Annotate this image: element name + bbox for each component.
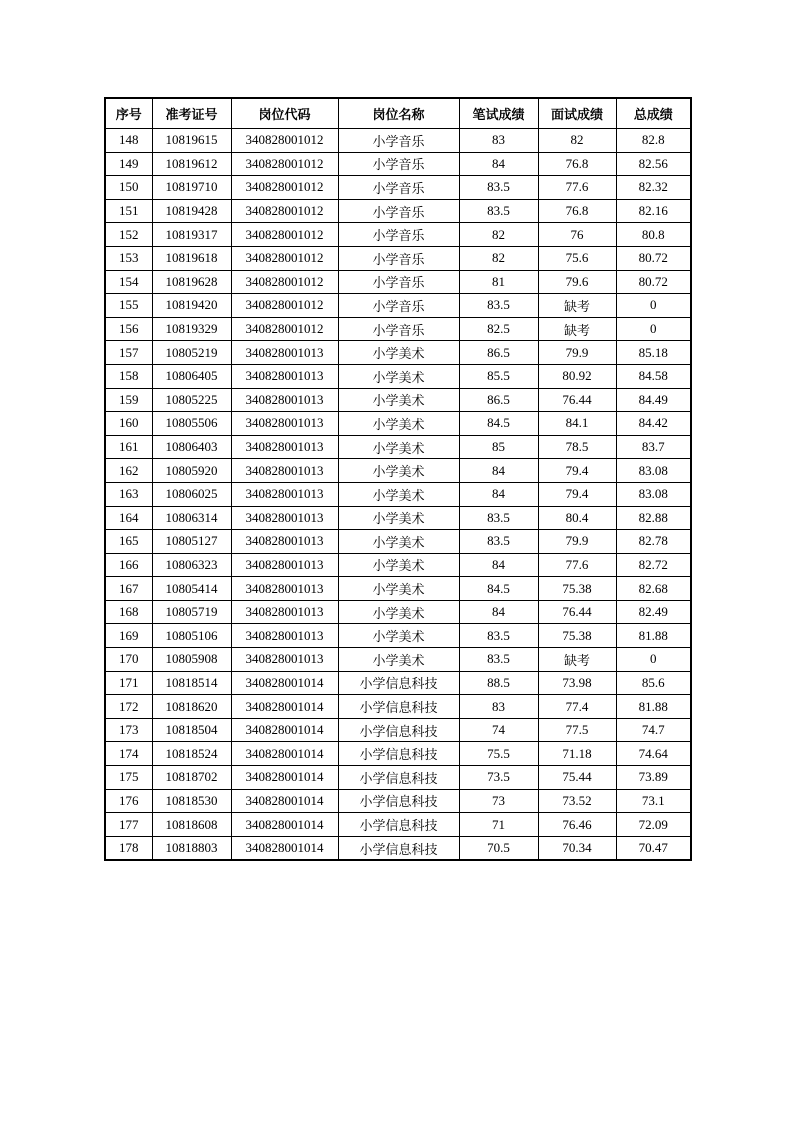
cell-post-name: 小学美术 — [338, 364, 459, 388]
cell-written-score: 82.5 — [459, 317, 538, 341]
cell-written-score: 83.5 — [459, 506, 538, 530]
cell-post-code: 340828001012 — [231, 152, 338, 176]
table-row — [105, 176, 691, 200]
cell-total-score: 84.49 — [616, 388, 691, 412]
cell-written-score: 81 — [459, 270, 538, 294]
cell-ticket-no: 10805225 — [152, 388, 231, 412]
cell-post-name: 小学美术 — [338, 412, 459, 436]
cell-post-name: 小学美术 — [338, 459, 459, 483]
cell-interview-score: 77.4 — [538, 695, 616, 719]
table-row — [105, 648, 691, 672]
cell-total-score: 83.08 — [616, 482, 691, 506]
cell-ticket-no: 10819628 — [152, 270, 231, 294]
table-row — [105, 199, 691, 223]
cell-ticket-no: 10818608 — [152, 813, 231, 837]
cell-post-code: 340828001013 — [231, 553, 338, 577]
cell-seq: 173 — [105, 718, 152, 742]
cell-seq: 177 — [105, 813, 152, 837]
cell-seq: 169 — [105, 624, 152, 648]
cell-post-code: 340828001012 — [231, 176, 338, 200]
header-ticket-no: 准考证号 — [152, 98, 231, 129]
cell-post-code: 340828001012 — [231, 223, 338, 247]
cell-seq: 175 — [105, 766, 152, 790]
table-row — [105, 671, 691, 695]
table-row — [105, 317, 691, 341]
table-row — [105, 341, 691, 365]
header-post-name: 岗位名称 — [338, 98, 459, 129]
cell-post-code: 340828001013 — [231, 624, 338, 648]
table-row — [105, 530, 691, 554]
header-post-code: 岗位代码 — [231, 98, 338, 129]
table-row — [105, 813, 691, 837]
cell-ticket-no: 10819420 — [152, 294, 231, 318]
cell-total-score: 82.56 — [616, 152, 691, 176]
cell-post-name: 小学美术 — [338, 577, 459, 601]
cell-ticket-no: 10819618 — [152, 246, 231, 270]
cell-ticket-no: 10806314 — [152, 506, 231, 530]
cell-interview-score: 73.52 — [538, 789, 616, 813]
cell-written-score: 83.5 — [459, 199, 538, 223]
cell-post-code: 340828001012 — [231, 317, 338, 341]
cell-post-code: 340828001014 — [231, 671, 338, 695]
cell-post-code: 340828001014 — [231, 742, 338, 766]
cell-seq: 168 — [105, 600, 152, 624]
cell-post-name: 小学美术 — [338, 624, 459, 648]
cell-interview-score: 78.5 — [538, 435, 616, 459]
header-interview-score: 面试成绩 — [538, 98, 616, 129]
cell-post-name: 小学美术 — [338, 553, 459, 577]
cell-seq: 176 — [105, 789, 152, 813]
table-row — [105, 789, 691, 813]
table-row — [105, 695, 691, 719]
cell-ticket-no: 10819317 — [152, 223, 231, 247]
cell-interview-score: 70.34 — [538, 836, 616, 860]
cell-seq: 159 — [105, 388, 152, 412]
cell-post-name: 小学美术 — [338, 648, 459, 672]
cell-written-score: 86.5 — [459, 341, 538, 365]
cell-post-name: 小学音乐 — [338, 129, 459, 153]
cell-interview-score: 77.6 — [538, 176, 616, 200]
cell-seq: 167 — [105, 577, 152, 601]
cell-ticket-no: 10819329 — [152, 317, 231, 341]
cell-post-code: 340828001013 — [231, 600, 338, 624]
cell-written-score: 74 — [459, 718, 538, 742]
cell-post-code: 340828001013 — [231, 648, 338, 672]
cell-total-score: 85.18 — [616, 341, 691, 365]
cell-interview-score: 71.18 — [538, 742, 616, 766]
cell-post-name: 小学信息科技 — [338, 671, 459, 695]
cell-seq: 148 — [105, 129, 152, 153]
cell-written-score: 82 — [459, 246, 538, 270]
cell-post-name: 小学美术 — [338, 482, 459, 506]
header-total-score: 总成绩 — [616, 98, 691, 129]
cell-total-score: 80.72 — [616, 246, 691, 270]
cell-interview-score: 77.6 — [538, 553, 616, 577]
table-row — [105, 459, 691, 483]
cell-post-code: 340828001013 — [231, 388, 338, 412]
cell-written-score: 84 — [459, 600, 538, 624]
cell-total-score: 84.58 — [616, 364, 691, 388]
cell-ticket-no: 10805908 — [152, 648, 231, 672]
table-row — [105, 388, 691, 412]
cell-interview-score: 79.4 — [538, 459, 616, 483]
cell-post-code: 340828001014 — [231, 695, 338, 719]
cell-written-score: 85.5 — [459, 364, 538, 388]
cell-post-code: 340828001013 — [231, 412, 338, 436]
cell-ticket-no: 10805414 — [152, 577, 231, 601]
cell-interview-score: 75.38 — [538, 624, 616, 648]
cell-interview-score: 76.44 — [538, 600, 616, 624]
cell-post-code: 340828001012 — [231, 246, 338, 270]
table-row — [105, 435, 691, 459]
cell-seq: 155 — [105, 294, 152, 318]
cell-post-code: 340828001014 — [231, 836, 338, 860]
cell-total-score: 72.09 — [616, 813, 691, 837]
cell-seq: 157 — [105, 341, 152, 365]
cell-post-name: 小学信息科技 — [338, 718, 459, 742]
cell-total-score: 0 — [616, 294, 691, 318]
table-row — [105, 577, 691, 601]
cell-written-score: 83.5 — [459, 624, 538, 648]
cell-post-code: 340828001013 — [231, 482, 338, 506]
table-row — [105, 624, 691, 648]
cell-post-name: 小学音乐 — [338, 152, 459, 176]
cell-seq: 165 — [105, 530, 152, 554]
cell-ticket-no: 10805719 — [152, 600, 231, 624]
cell-interview-score: 75.44 — [538, 766, 616, 790]
table-row — [105, 223, 691, 247]
cell-interview-score: 82 — [538, 129, 616, 153]
cell-ticket-no: 10818803 — [152, 836, 231, 860]
cell-post-code: 340828001014 — [231, 813, 338, 837]
cell-ticket-no: 10806025 — [152, 482, 231, 506]
cell-written-score: 75.5 — [459, 742, 538, 766]
cell-written-score: 83 — [459, 129, 538, 153]
cell-seq: 164 — [105, 506, 152, 530]
cell-ticket-no: 10819428 — [152, 199, 231, 223]
cell-written-score: 84 — [459, 459, 538, 483]
table-row — [105, 553, 691, 577]
cell-total-score: 0 — [616, 317, 691, 341]
cell-post-name: 小学音乐 — [338, 176, 459, 200]
cell-interview-score: 80.92 — [538, 364, 616, 388]
cell-post-name: 小学美术 — [338, 341, 459, 365]
cell-post-name: 小学音乐 — [338, 270, 459, 294]
cell-total-score: 70.47 — [616, 836, 691, 860]
cell-written-score: 86.5 — [459, 388, 538, 412]
cell-post-code: 340828001012 — [231, 294, 338, 318]
table-row — [105, 294, 691, 318]
cell-ticket-no: 10805127 — [152, 530, 231, 554]
cell-total-score: 80.8 — [616, 223, 691, 247]
cell-post-code: 340828001013 — [231, 435, 338, 459]
cell-seq: 158 — [105, 364, 152, 388]
table-row — [105, 412, 691, 436]
cell-total-score: 0 — [616, 648, 691, 672]
cell-seq: 150 — [105, 176, 152, 200]
cell-interview-score: 76.46 — [538, 813, 616, 837]
cell-total-score: 82.32 — [616, 176, 691, 200]
cell-written-score: 83.5 — [459, 294, 538, 318]
cell-post-code: 340828001014 — [231, 718, 338, 742]
table-body — [105, 129, 691, 861]
cell-total-score: 81.88 — [616, 695, 691, 719]
cell-seq: 171 — [105, 671, 152, 695]
cell-total-score: 82.72 — [616, 553, 691, 577]
cell-written-score: 84 — [459, 152, 538, 176]
cell-ticket-no: 10818514 — [152, 671, 231, 695]
cell-seq: 166 — [105, 553, 152, 577]
cell-ticket-no: 10805106 — [152, 624, 231, 648]
cell-post-code: 340828001013 — [231, 506, 338, 530]
cell-written-score: 85 — [459, 435, 538, 459]
cell-interview-score: 77.5 — [538, 718, 616, 742]
table-row — [105, 718, 691, 742]
cell-seq: 153 — [105, 246, 152, 270]
cell-seq: 178 — [105, 836, 152, 860]
cell-seq: 154 — [105, 270, 152, 294]
cell-interview-score: 84.1 — [538, 412, 616, 436]
table-row — [105, 506, 691, 530]
cell-ticket-no: 10806323 — [152, 553, 231, 577]
header-seq: 序号 — [105, 98, 152, 129]
cell-total-score: 74.64 — [616, 742, 691, 766]
cell-total-score: 82.78 — [616, 530, 691, 554]
cell-post-name: 小学音乐 — [338, 199, 459, 223]
cell-total-score: 73.89 — [616, 766, 691, 790]
table-row — [105, 364, 691, 388]
cell-written-score: 83 — [459, 695, 538, 719]
cell-post-name: 小学音乐 — [338, 294, 459, 318]
cell-interview-score: 76 — [538, 223, 616, 247]
cell-interview-score: 缺考 — [538, 294, 616, 318]
table-row — [105, 129, 691, 153]
table-row — [105, 766, 691, 790]
cell-ticket-no: 10819615 — [152, 129, 231, 153]
cell-post-code: 340828001012 — [231, 199, 338, 223]
score-table — [104, 97, 692, 861]
cell-interview-score: 76.44 — [538, 388, 616, 412]
table-header — [105, 98, 691, 129]
cell-post-name: 小学美术 — [338, 435, 459, 459]
cell-total-score: 81.88 — [616, 624, 691, 648]
cell-written-score: 73.5 — [459, 766, 538, 790]
cell-total-score: 83.7 — [616, 435, 691, 459]
cell-written-score: 84 — [459, 553, 538, 577]
cell-total-score: 84.42 — [616, 412, 691, 436]
cell-interview-score: 73.98 — [538, 671, 616, 695]
cell-post-name: 小学信息科技 — [338, 766, 459, 790]
cell-total-score: 82.8 — [616, 129, 691, 153]
cell-seq: 161 — [105, 435, 152, 459]
cell-post-name: 小学音乐 — [338, 317, 459, 341]
cell-seq: 156 — [105, 317, 152, 341]
cell-interview-score: 79.6 — [538, 270, 616, 294]
cell-post-code: 340828001014 — [231, 789, 338, 813]
cell-written-score: 82 — [459, 223, 538, 247]
cell-post-code: 340828001014 — [231, 766, 338, 790]
cell-seq: 174 — [105, 742, 152, 766]
cell-post-name: 小学美术 — [338, 600, 459, 624]
cell-ticket-no: 10818530 — [152, 789, 231, 813]
cell-total-score: 82.68 — [616, 577, 691, 601]
cell-seq: 163 — [105, 482, 152, 506]
cell-total-score: 82.88 — [616, 506, 691, 530]
cell-seq: 151 — [105, 199, 152, 223]
table-row — [105, 600, 691, 624]
cell-written-score: 83.5 — [459, 530, 538, 554]
cell-total-score: 83.08 — [616, 459, 691, 483]
cell-written-score: 83.5 — [459, 176, 538, 200]
cell-written-score: 84 — [459, 482, 538, 506]
cell-interview-score: 79.9 — [538, 341, 616, 365]
table-row — [105, 152, 691, 176]
cell-interview-score: 76.8 — [538, 199, 616, 223]
cell-seq: 162 — [105, 459, 152, 483]
cell-ticket-no: 10819710 — [152, 176, 231, 200]
cell-post-name: 小学信息科技 — [338, 695, 459, 719]
cell-written-score: 84.5 — [459, 412, 538, 436]
cell-post-code: 340828001012 — [231, 270, 338, 294]
cell-interview-score: 缺考 — [538, 648, 616, 672]
cell-total-score: 82.49 — [616, 600, 691, 624]
cell-post-name: 小学美术 — [338, 388, 459, 412]
cell-total-score: 80.72 — [616, 270, 691, 294]
cell-interview-score: 76.8 — [538, 152, 616, 176]
cell-ticket-no: 10806405 — [152, 364, 231, 388]
cell-post-code: 340828001013 — [231, 459, 338, 483]
cell-ticket-no: 10805219 — [152, 341, 231, 365]
cell-post-name: 小学信息科技 — [338, 789, 459, 813]
cell-interview-score: 75.38 — [538, 577, 616, 601]
cell-post-name: 小学音乐 — [338, 223, 459, 247]
cell-post-name: 小学信息科技 — [338, 813, 459, 837]
cell-seq: 170 — [105, 648, 152, 672]
cell-post-name: 小学信息科技 — [338, 742, 459, 766]
table-row — [105, 246, 691, 270]
cell-ticket-no: 10818620 — [152, 695, 231, 719]
cell-post-name: 小学音乐 — [338, 246, 459, 270]
cell-ticket-no: 10805920 — [152, 459, 231, 483]
cell-total-score: 85.6 — [616, 671, 691, 695]
cell-interview-score: 75.6 — [538, 246, 616, 270]
cell-seq: 149 — [105, 152, 152, 176]
cell-written-score: 84.5 — [459, 577, 538, 601]
cell-total-score: 73.1 — [616, 789, 691, 813]
cell-seq: 160 — [105, 412, 152, 436]
cell-ticket-no: 10818702 — [152, 766, 231, 790]
table-row — [105, 836, 691, 860]
table-row — [105, 742, 691, 766]
cell-ticket-no: 10819612 — [152, 152, 231, 176]
header-written-score: 笔试成绩 — [459, 98, 538, 129]
header-row — [105, 98, 691, 129]
cell-written-score: 70.5 — [459, 836, 538, 860]
cell-seq: 172 — [105, 695, 152, 719]
cell-interview-score: 79.9 — [538, 530, 616, 554]
cell-total-score: 82.16 — [616, 199, 691, 223]
cell-post-code: 340828001012 — [231, 129, 338, 153]
table-row — [105, 270, 691, 294]
cell-written-score: 83.5 — [459, 648, 538, 672]
cell-post-name: 小学美术 — [338, 530, 459, 554]
cell-seq: 152 — [105, 223, 152, 247]
cell-total-score: 74.7 — [616, 718, 691, 742]
cell-post-name: 小学美术 — [338, 506, 459, 530]
cell-ticket-no: 10818504 — [152, 718, 231, 742]
table-row — [105, 482, 691, 506]
cell-post-code: 340828001013 — [231, 577, 338, 601]
cell-interview-score: 80.4 — [538, 506, 616, 530]
cell-post-code: 340828001013 — [231, 364, 338, 388]
cell-ticket-no: 10805506 — [152, 412, 231, 436]
cell-interview-score: 缺考 — [538, 317, 616, 341]
cell-post-name: 小学信息科技 — [338, 836, 459, 860]
cell-ticket-no: 10818524 — [152, 742, 231, 766]
cell-post-code: 340828001013 — [231, 341, 338, 365]
cell-interview-score: 79.4 — [538, 482, 616, 506]
cell-post-code: 340828001013 — [231, 530, 338, 554]
cell-ticket-no: 10806403 — [152, 435, 231, 459]
cell-written-score: 73 — [459, 789, 538, 813]
cell-written-score: 88.5 — [459, 671, 538, 695]
cell-written-score: 71 — [459, 813, 538, 837]
